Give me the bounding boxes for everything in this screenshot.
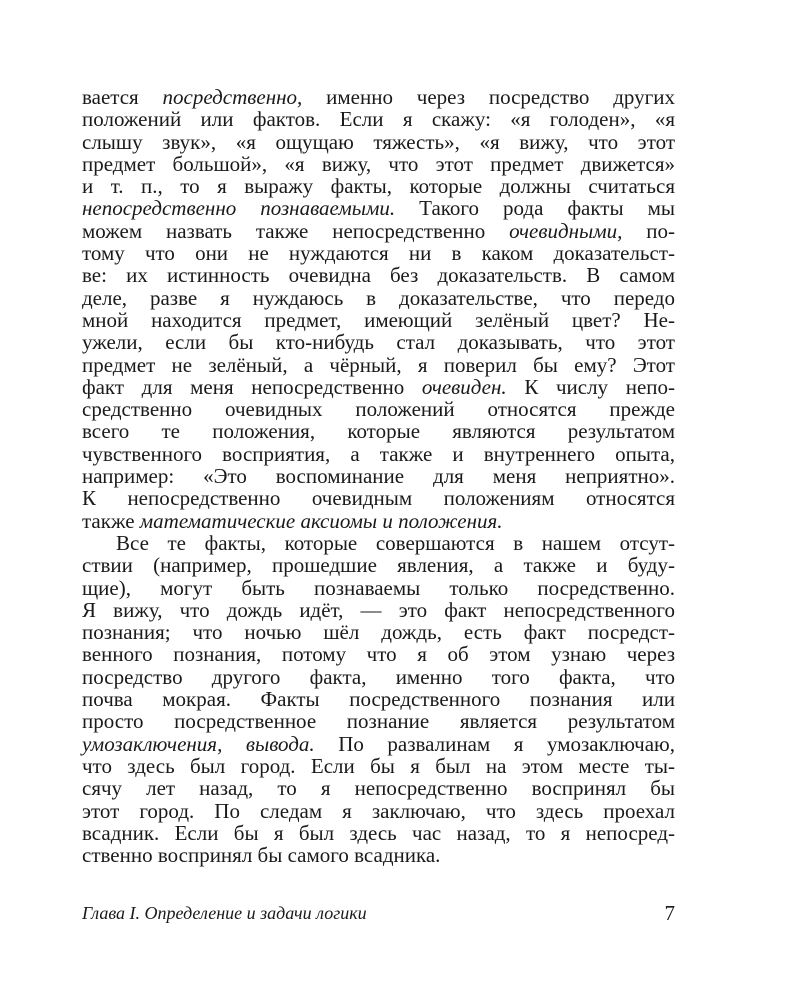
text-line (82, 666, 675, 688)
text-line (82, 621, 675, 643)
text-segment: ствии (например, прошедшие явления, а также и буду- (82, 553, 675, 578)
text-line (82, 844, 675, 866)
text-segment: ственно воспринял бы самого всадника. (82, 843, 441, 868)
text-segment: просто посредственное познание является результатом (82, 709, 675, 734)
text-line (82, 532, 675, 554)
text-segment: ужели, если бы кто-нибудь стал доказывать, что этот (82, 330, 675, 355)
text-segment: всадник. Если бы я был здесь час назад, то я непосред- (82, 820, 675, 845)
text-segment: По развалинам я умозаключаю, (314, 731, 675, 756)
text-line (82, 643, 675, 665)
text-segment: также (82, 508, 140, 533)
text-line (82, 465, 675, 487)
text-segment: например: «Это воспоминание для меня неприятно». (82, 464, 675, 489)
text-segment: почва мокрая. Факты посредственного познания или (82, 687, 675, 712)
text-line (82, 220, 675, 242)
text-segment: мной находится предмет, имеющий зелёный цвет? Не- (82, 307, 675, 332)
text-line (82, 376, 675, 398)
text-segment: вается (82, 85, 163, 109)
emphasis-text: умозаключения, вывода. (82, 731, 315, 756)
text-segment: чувственного восприятия, а также и внутреннего опыта, (82, 441, 675, 466)
text-line (82, 331, 675, 353)
text-line (82, 755, 675, 777)
text-segment: деле, разве я нуждаюсь в доказательстве, что передо (82, 285, 675, 310)
text-segment: К непосредственно очевидным положениям относятся (82, 486, 675, 511)
text-segment: можем назвать также непосредственно (82, 218, 510, 243)
text-segment: ве: их истинность очевидна без доказательств. В самом (82, 263, 675, 288)
text-line (82, 420, 675, 442)
text-segment: факт для меня непосредственно (82, 374, 422, 399)
text-line (82, 175, 675, 197)
text-line (82, 800, 675, 822)
text-line (82, 777, 675, 799)
text-segment: сячу лет назад, то я непосредственно воспринял бы (82, 776, 675, 801)
text-line (82, 710, 675, 732)
text-segment: Все те факты, которые совершаются в нашем отсут- (116, 530, 675, 555)
text-segment: познания; что ночью шёл дождь, есть факт посредст- (82, 620, 675, 645)
text-line (82, 264, 675, 286)
text-line (82, 108, 675, 130)
text-line (82, 688, 675, 710)
text-line (82, 86, 675, 108)
text-segment: положений или фактов. Если я скажу: «я голоден», «я (82, 107, 675, 132)
text-line (82, 197, 675, 219)
text-line (82, 354, 675, 376)
page-footer (82, 900, 675, 926)
text-line (82, 487, 675, 509)
text-segment: предмет большой», «я вижу, что этот предмет движется» (82, 151, 675, 176)
emphasis-text: посредственно, (162, 85, 303, 109)
text-segment: Я вижу, что дождь идёт, — это факт непосредственного (82, 597, 675, 622)
text-segment: щие), могут быть познаваемы только посредственно. (82, 575, 675, 600)
running-footer-title: Глава I. Определение и задачи логики (82, 903, 367, 923)
emphasis-text: непосредственно познаваемыми. (82, 196, 396, 221)
text-segment: средственно очевидных положений относятся прежде (82, 397, 675, 422)
text-line (82, 242, 675, 264)
text-segment: Такого рода факты мы (395, 196, 675, 221)
text-line (82, 554, 675, 576)
text-segment: по- (622, 218, 676, 243)
text-line (82, 599, 675, 621)
text-segment: слышу звук», «я ощущаю тяжесть», «я вижу, что этот (82, 129, 675, 154)
text-line (82, 153, 675, 175)
text-line (82, 309, 675, 331)
text-segment: этот город. По следам я заключаю, что здесь проехал (82, 798, 675, 823)
text-segment: венного познания, потому что я об этом узнаю через (82, 642, 675, 667)
text-line (82, 822, 675, 844)
text-segment: именно через посредство других (302, 85, 676, 109)
text-line (82, 733, 675, 755)
text-line (82, 443, 675, 465)
emphasis-text: очевидными, (509, 218, 623, 243)
text-line (82, 398, 675, 420)
emphasis-text: очевиден. (421, 374, 507, 399)
body-text (82, 86, 675, 866)
text-line (82, 510, 675, 532)
text-line (82, 577, 675, 599)
text-segment: предмет не зелёный, а чёрный, я поверил бы ему? Этот (82, 352, 675, 377)
text-line (82, 287, 675, 309)
text-line (82, 131, 675, 153)
text-segment: К числу непо- (506, 374, 675, 399)
text-segment: что здесь был город. Если бы я был на этом месте ты- (82, 753, 675, 778)
text-segment: всего те положения, которые являются результатом (82, 419, 675, 444)
text-segment: посредство другого факта, именно того факта, что (82, 664, 675, 689)
emphasis-text: математические аксиомы и положения. (139, 508, 503, 533)
text-segment: тому что они не нуждаются ни в каком доказательст- (82, 241, 675, 266)
page-number: 7 (664, 901, 675, 925)
text-segment: и т. п., то я выражу факты, которые должны считаться (82, 174, 675, 199)
